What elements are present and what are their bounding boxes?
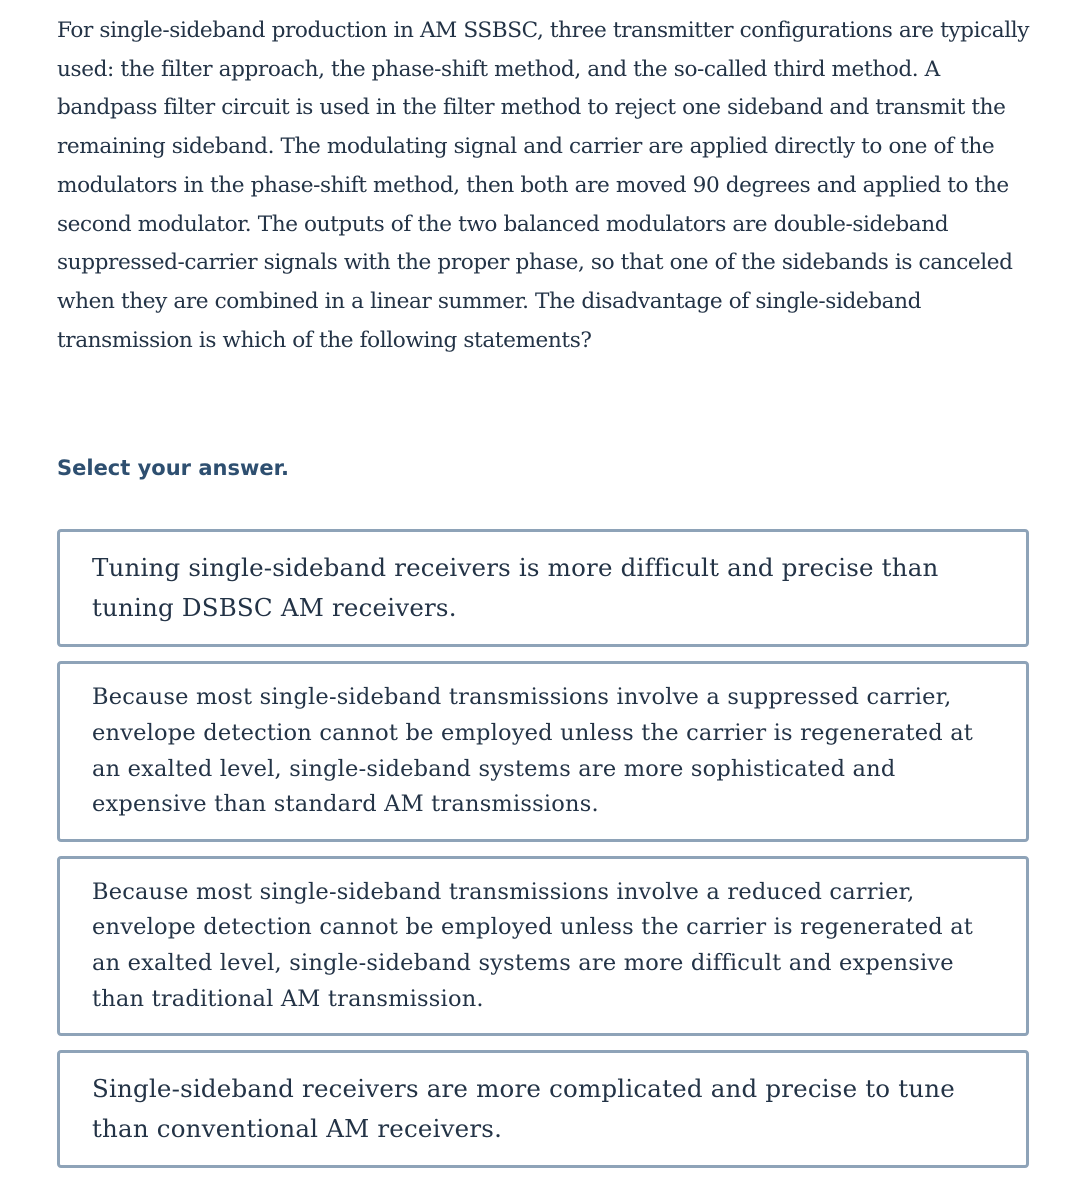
answer-option-text: Single-sideband receivers are more complicated and precise to tune than conventional AM receivers. bbox=[92, 1074, 955, 1143]
answer-options-list bbox=[57, 529, 1029, 1182]
answer-option-3[interactable] bbox=[57, 856, 1029, 1036]
question-text: For single-sideband production in AM SSBSC, three transmitter configurations are typically used: the filter approach, the phase-shift method, and the so-called third method. A bandpass filter circuit is used in the filter method to reject one sideband and transmit the remaining sideband. The modulating signal and carrier are applied directly to one of the modulators in the phase-shift method, then both are moved 90 degrees and applied to the second modulator. The outputs of the two balanced modulators are double-sideband suppressed-carrier signals with the proper phase, so that one of the sidebands is canceled when they are combined in a linear summer. The disadvantage of single-sideband transmission is which of the following statements? bbox=[57, 18, 1030, 353]
answer-option-4[interactable] bbox=[57, 1050, 1029, 1168]
select-answer-prompt: Select your answer. bbox=[57, 456, 289, 480]
answer-option-2[interactable] bbox=[57, 661, 1029, 842]
answer-option-1[interactable] bbox=[57, 529, 1029, 647]
answer-option-text: Because most single-sideband transmissions involve a reduced carrier, envelope detection cannot be employed unless the carrier is regenerated at an exalted level, single-sideband systems are more difficult and expensive than traditional AM transmission. bbox=[92, 878, 974, 1012]
answer-option-text: Tuning single-sideband receivers is more difficult and precise than tuning DSBSC AM receivers. bbox=[92, 553, 939, 622]
answer-option-text: Because most single-sideband transmissions involve a suppressed carrier, envelope detection cannot be employed unless the carrier is regenerated at an exalted level, single-sideband systems are more sophisticated and expensive than standard AM transmissions. bbox=[92, 684, 974, 818]
